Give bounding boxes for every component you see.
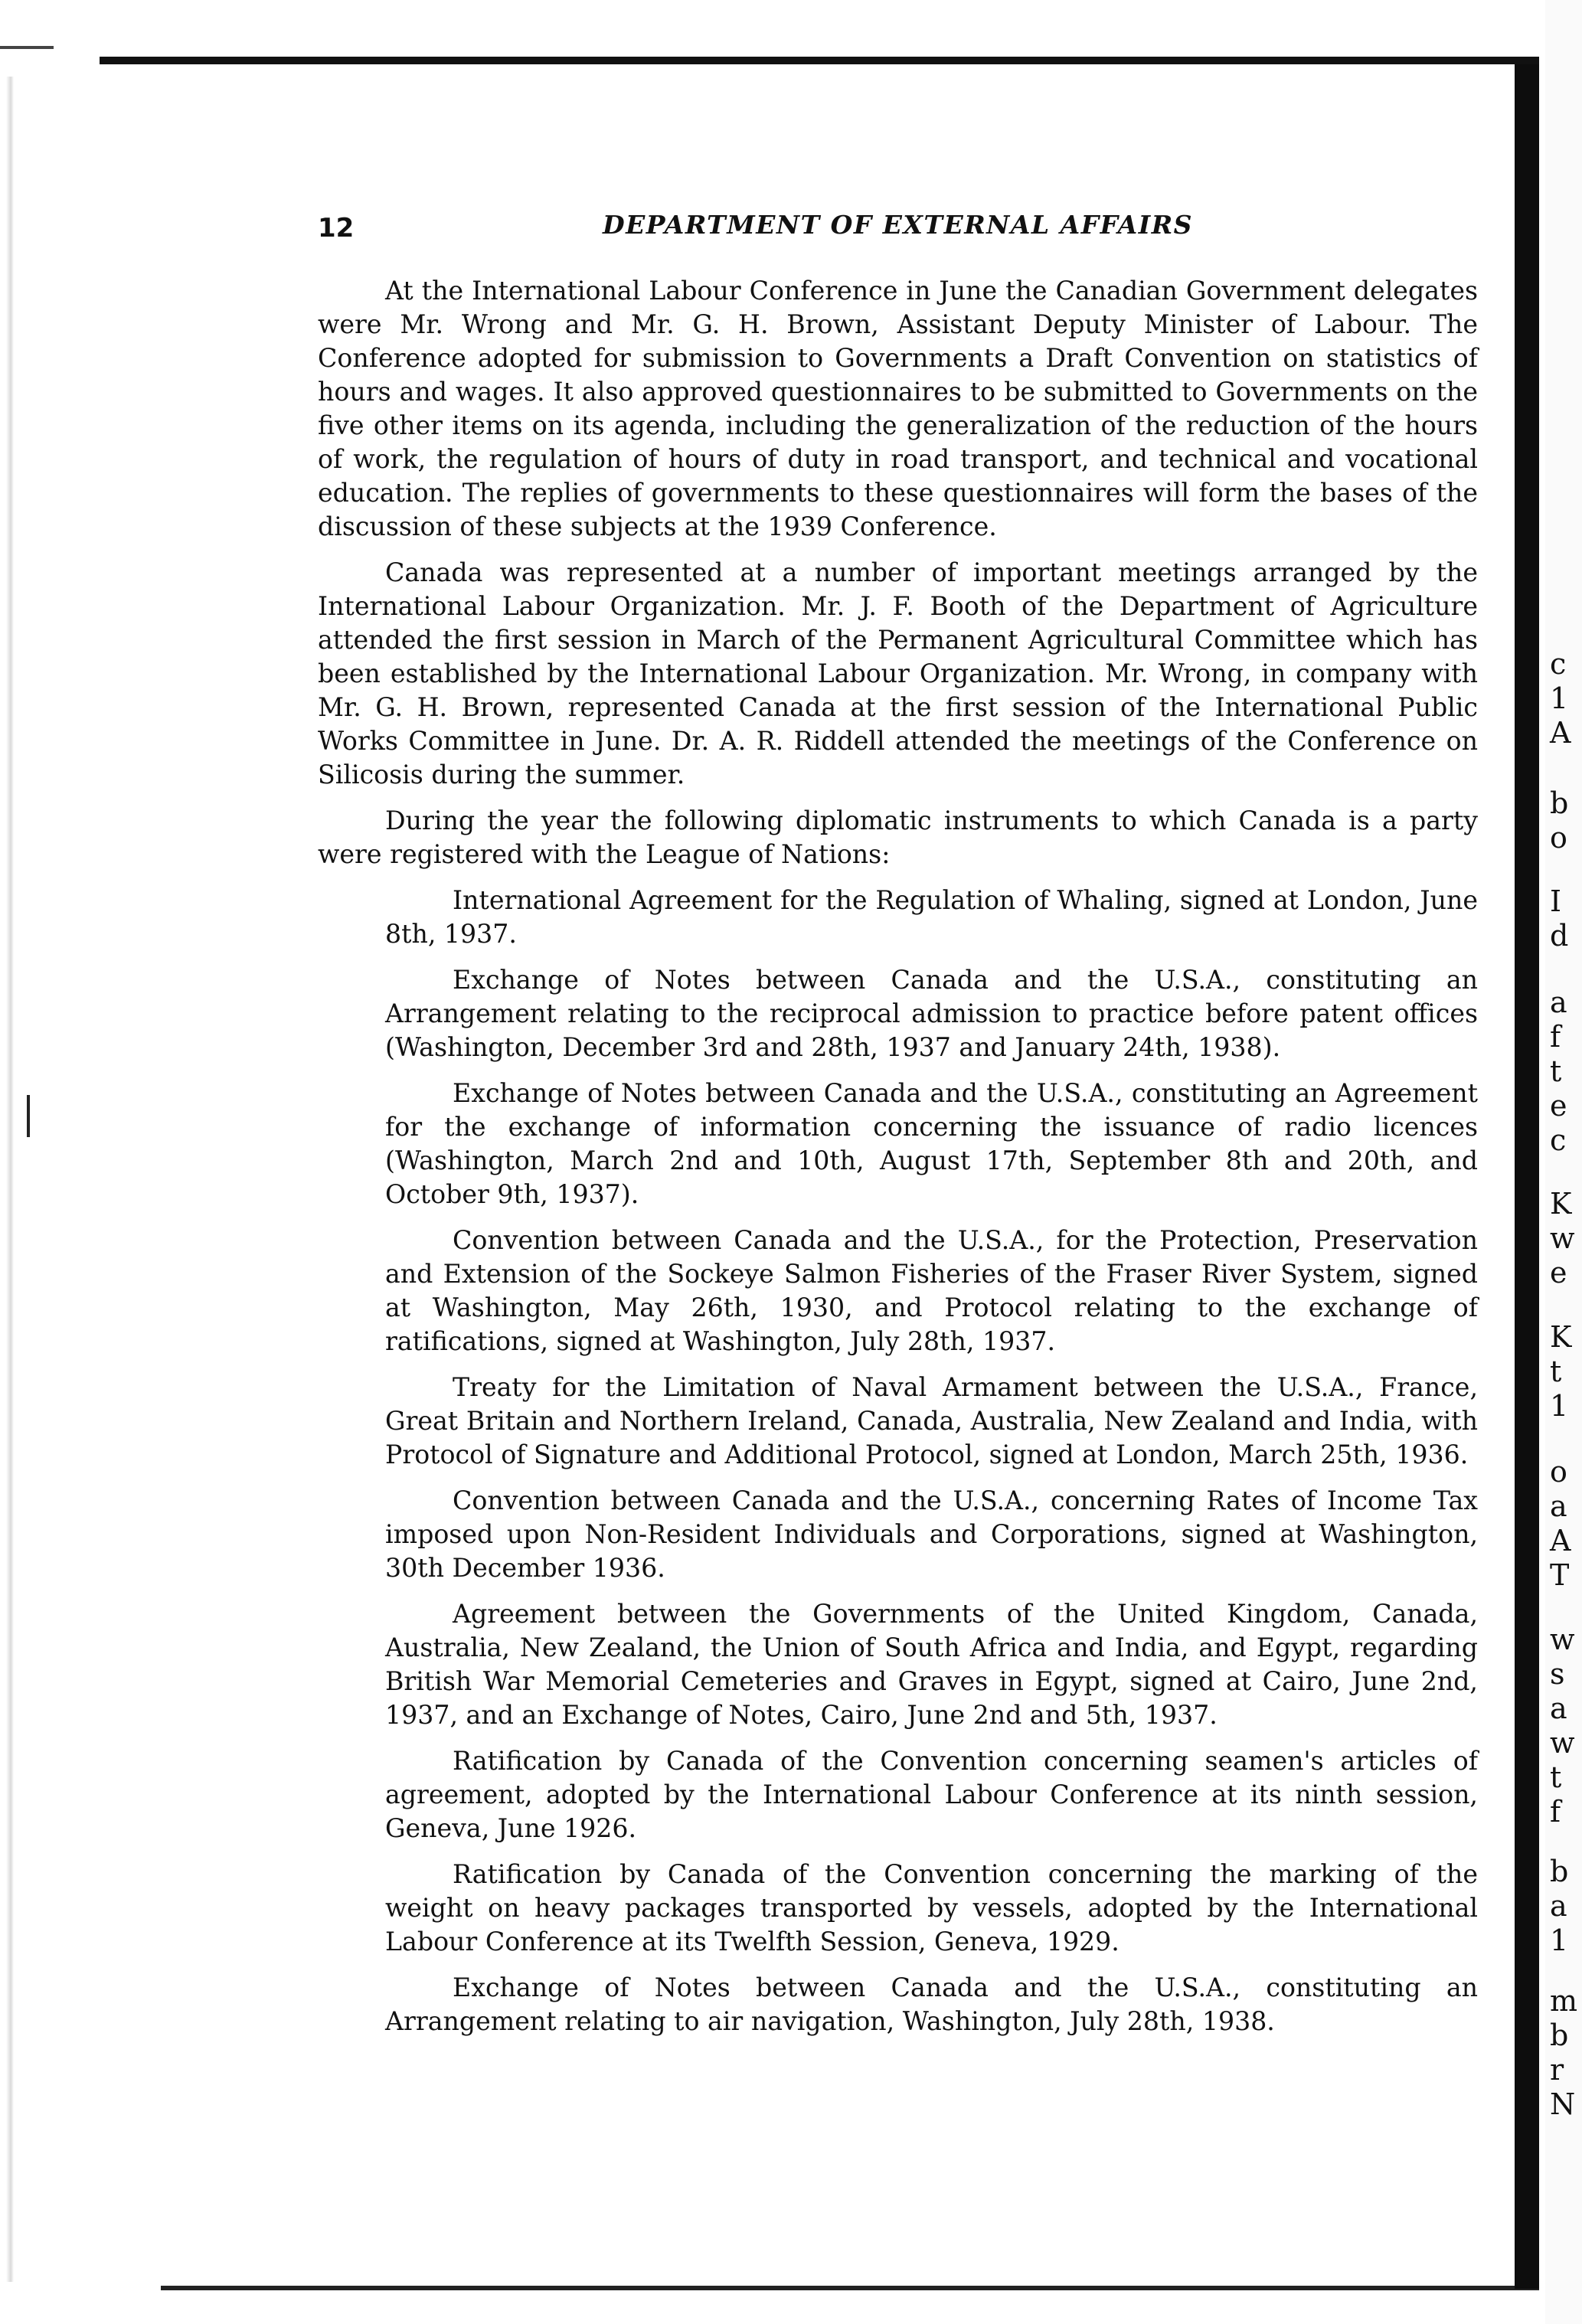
adjacent-fragment: a xyxy=(1550,1692,1567,1725)
adjacent-fragment: b xyxy=(1550,2018,1569,2052)
adjacent-fragment: e xyxy=(1550,1256,1567,1289)
instrument-item: Treaty for the Limitation of Naval Armament between the U.S.A., France, Great Britain and Northern Ireland, Canada, Australia, New Zealand and India, with Protocol of Signature and Additional Protocol, signed at London, March 25th, 1936. xyxy=(385,1372,1478,1469)
adjacent-fragment: 1 xyxy=(1550,682,1569,715)
adjacent-fragment: b xyxy=(1550,1855,1569,1888)
adjacent-fragment: f xyxy=(1550,1795,1561,1829)
body-paragraph: During the year the following diplomatic instruments to which Canada is a party were registered with the League of Nations: xyxy=(318,806,1478,869)
adjacent-fragment: t xyxy=(1550,1054,1562,1088)
page-number: 12 xyxy=(318,213,355,244)
adjacent-fragment: K xyxy=(1550,1320,1572,1354)
scan-left-edge xyxy=(6,77,14,2282)
instrument-list xyxy=(318,884,1478,2038)
adjacent-fragment: m xyxy=(1550,1984,1578,2018)
page-header xyxy=(318,207,1478,253)
adjacent-page-fragment xyxy=(1545,0,1582,2324)
instrument-item: Ratification by Canada of the Convention concerning seamen's articles of agreement, adopted by the International Labour Conference at its ninth session, Geneva, June 1926. xyxy=(385,1746,1478,1843)
adjacent-fragment: t xyxy=(1550,1355,1562,1388)
adjacent-fragment: s xyxy=(1550,1657,1565,1691)
adjacent-fragment: c xyxy=(1550,647,1567,681)
adjacent-fragment: a xyxy=(1550,1489,1567,1523)
instrument-item: International Agreement for the Regulation of Whaling, signed at London, June 8th, 1937. xyxy=(385,885,1478,949)
adjacent-fragment: d xyxy=(1550,919,1569,953)
adjacent-fragment: f xyxy=(1550,1020,1561,1054)
adjacent-fragment: t xyxy=(1550,1760,1562,1794)
adjacent-fragment: a xyxy=(1550,985,1567,1019)
adjacent-fragment: w xyxy=(1550,1623,1575,1656)
adjacent-fragment: A xyxy=(1550,1524,1571,1558)
instrument-item: Convention between Canada and the U.S.A., for the Protection, Preservation and Extension of the Sockeye Salmon Fisheries of the Fraser River System, signed at Washington, May 26th, 1930, and Protocol relating to the exchange of ratifications, signed at Washington, July 28th, 1937. xyxy=(385,1225,1478,1356)
adjacent-fragment: K xyxy=(1550,1187,1572,1221)
adjacent-fragment: o xyxy=(1550,1455,1567,1489)
instrument-item: Convention between Canada and the U.S.A., concerning Rates of Income Tax imposed upon Non-Resident Individuals and Corporations, signed at Washington, 30th December 1936. xyxy=(385,1486,1478,1583)
adjacent-fragment: w xyxy=(1550,1221,1575,1255)
adjacent-fragment: o xyxy=(1550,821,1567,855)
adjacent-fragment: c xyxy=(1550,1123,1567,1157)
instrument-item: Exchange of Notes between Canada and the U.S.A., constituting an Arrangement relating to the reciprocal admission to practice before patent offices (Washington, December 3rd and 28th, 1937 and January 24th, 1938). xyxy=(385,965,1478,1062)
book-spine xyxy=(1515,64,1539,2289)
adjacent-fragment: r xyxy=(1550,2053,1564,2087)
document-page xyxy=(318,207,1478,2051)
adjacent-fragment: a xyxy=(1550,1889,1567,1923)
instrument-item: Exchange of Notes between Canada and the U.S.A., constituting an Agreement for the exchange of information concerning the issuance of radio licences (Washington, March 2nd and 10th, August 17th, September 8th and 20th, and October 9th, 1937). xyxy=(385,1078,1478,1209)
adjacent-fragment: 1 xyxy=(1550,1389,1569,1423)
scan-left-mark xyxy=(27,1095,30,1137)
instrument-item: Agreement between the Governments of the United Kingdom, Canada, Australia, New Zealand, the Union of South Africa and India, and Egypt, regarding British War Memorial Cemeteries and Graves in Egypt, signed at Cairo, June 2nd, 1937, and an Exchange of Notes, Cairo, June 2nd and 5th, 1937. xyxy=(385,1599,1478,1730)
adjacent-fragment: b xyxy=(1550,786,1569,820)
adjacent-fragment: 1 xyxy=(1550,1924,1569,1957)
running-head: DEPARTMENT OF EXTERNAL AFFAIRS xyxy=(603,210,1193,240)
adjacent-fragment: e xyxy=(1550,1089,1567,1123)
adjacent-fragment: I xyxy=(1550,884,1562,918)
page-top-border xyxy=(100,57,1539,64)
page-bottom-border xyxy=(161,2286,1539,2290)
body-paragraph: Canada was represented at a number of important meetings arranged by the International Labour Organization. Mr. J. F. Booth of the Department of Agriculture attended the first session in March of the Permanent Agricultural Committee which has been established by the International Labour Organization. Mr. Wrong, in company with Mr. G. H. Brown, represented Canada at the first session of the International Public Works Committee in June. Dr. A. R. Riddell attended the meetings of the Conference on Silicosis during the summer. xyxy=(318,557,1478,789)
scan-left-rule xyxy=(0,46,54,49)
instrument-item: Ratification by Canada of the Convention concerning the marking of the weight on heavy packages transported by vessels, adopted by the International Labour Conference at its Twelfth Session, Geneva, 1929. xyxy=(385,1859,1478,1956)
body-paragraph: At the International Labour Conference in June the Canadian Government delegates were Mr. Wrong and Mr. G. H. Brown, Assistant Deputy Minister of Labour. The Conference adopted for submission to Governments a Draft Convention on statistics of hours and wages. It also approved questionnaires to be submitted to Governments on the five other items on its agenda, including the generalization of the reduction of the hours of work, the regulation of hours of duty in road transport, and technical and vocational education. The replies of governments to these questionnaires will form the bases of the discussion of these subjects at the 1939 Conference. xyxy=(318,276,1478,541)
adjacent-fragment: N xyxy=(1550,2087,1576,2121)
instrument-item: Exchange of Notes between Canada and the U.S.A., constituting an Arrangement relating to air navigation, Washington, July 28th, 1938. xyxy=(385,1973,1478,2036)
adjacent-fragment: T xyxy=(1550,1558,1570,1592)
adjacent-fragment: w xyxy=(1550,1726,1575,1760)
adjacent-fragment: A xyxy=(1550,716,1571,750)
